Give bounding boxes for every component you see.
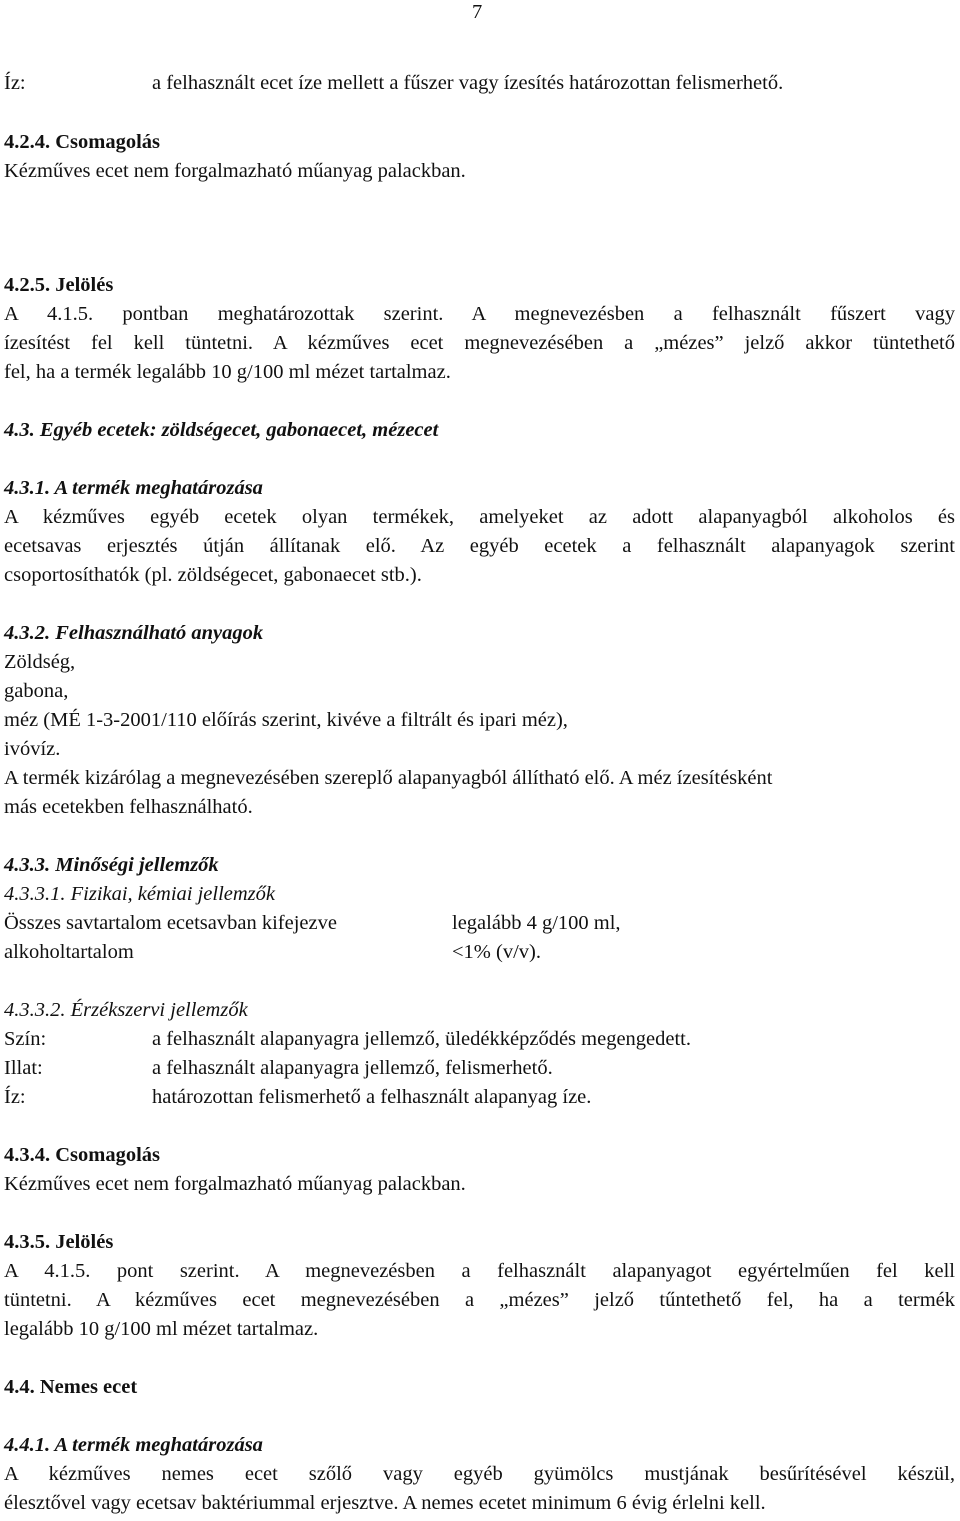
section-number: 4.3.5. (4, 1231, 51, 1253)
section-title: Egyéb ecetek: zöldségecet, gabonaecet, mézecet (39, 419, 439, 441)
section-number: 4.2.4. (4, 131, 51, 153)
section-number: 4.4.1. (4, 1434, 51, 1456)
ingredient-item: Zöldség, (4, 651, 76, 673)
ingredient-item: gabona, (4, 680, 69, 702)
sensory-row-label: Íz: (4, 1086, 26, 1108)
section-4-3-3-heading (4, 855, 219, 876)
physical-row-label: Összes savtartalom ecetsavban kifejezve (4, 912, 337, 934)
section-4-4-1-line1: A kézműves nemes ecet szőlő vagy egyéb gyümölcs mustjának besűrítésével készül, (4, 1463, 955, 1485)
section-title: Csomagolás (55, 1144, 161, 1166)
section-4-4-1-heading (4, 1435, 263, 1456)
section-4-3-5-heading (4, 1232, 113, 1253)
section-4-4-heading (4, 1377, 137, 1398)
section-4-3-2-note-line1: A termék kizárólag a megnevezésében szereplő alapanyagból állítható elő. A méz ízesítésként (4, 767, 773, 789)
section-title: Jelölés (55, 274, 114, 296)
ingredient-item: ivóvíz. (4, 738, 61, 760)
physical-row-label: alkoholtartalom (4, 941, 134, 963)
section-title: Csomagolás (55, 131, 161, 153)
section-4-2-4-text: Kézműves ecet nem forgalmazható műanyag palackban. (4, 160, 466, 182)
section-number: 4.3. (4, 419, 35, 441)
section-4-3-1-heading (4, 478, 263, 499)
subsection-4-3-3-1-title: 4.3.3.1. Fizikai, kémiai jellemzők (4, 883, 275, 905)
section-number: 4.3.4. (4, 1144, 51, 1166)
physical-row-value: <1% (v/v). (452, 941, 541, 963)
section-number: 4.4. (4, 1376, 35, 1398)
section-number: 4.3.1. (4, 477, 51, 499)
section-4-3-4-text: Kézműves ecet nem forgalmazható műanyag palackban. (4, 1173, 466, 1195)
section-title: Minőségi jellemzők (55, 854, 219, 876)
section-number: 4.3.3. (4, 854, 51, 876)
section-4-2-5-heading (4, 275, 113, 296)
section-4-3-1-line2: ecetsavas erjesztés útján állítanak elő. Az egyéb ecetek a felhasznált alapanyagok szerint (4, 535, 955, 557)
section-4-4-1-line2: élesztővel vagy ecetsav baktériummal erjesztve. A nemes ecetet minimum 6 évig érlelni kell. (4, 1492, 766, 1514)
section-4-2-5-line1: A 4.1.5. pontban meghatározottak szerint. A megnevezésben a felhasznált fűszert vagy (4, 303, 955, 325)
section-4-2-4-heading (4, 132, 160, 153)
section-title: Jelölés (55, 1231, 114, 1253)
section-4-3-1-line3: csoportosíthatók (pl. zöldségecet, gabonaecet stb.). (4, 564, 422, 586)
section-4-3-4-heading (4, 1145, 160, 1166)
ingredient-item: méz (MÉ 1-3-2001/110 előírás szerint, kivéve a filtrált és ipari méz), (4, 709, 568, 731)
section-number: 4.2.5. (4, 274, 51, 296)
sensory-row-value: a felhasznált alapanyagra jellemző, üledékképződés megengedett. (152, 1028, 692, 1050)
sensory-row-value: a felhasznált alapanyagra jellemző, felismerhető. (152, 1057, 553, 1079)
page-number: 7 (472, 1, 483, 23)
section-4-2-5-line2: ízesítést fel kell tüntetni. A kézműves ecet megnevezésében a „mézes” jelző akkor tüntethető (4, 332, 955, 354)
section-4-3-5-line2: tüntetni. A kézműves ecet megnevezésében a „mézes” jelző tűntethető fel, ha a termék (4, 1289, 955, 1311)
section-title: A termék meghatározása (54, 477, 263, 499)
section-4-3-5-line3: legalább 10 g/100 ml mézet tartalmaz. (4, 1318, 319, 1340)
section-4-2-5-line3: fel, ha a termék legalább 10 g/100 ml mézet tartalmaz. (4, 361, 451, 383)
section-4-3-2-heading (4, 623, 263, 644)
section-title: Felhasználható anyagok (55, 622, 264, 644)
section-title: Nemes ecet (39, 1376, 138, 1398)
section-title: A termék meghatározása (54, 1434, 263, 1456)
physical-row-value: legalább 4 g/100 ml, (452, 912, 621, 934)
sensory-row-label: Szín: (4, 1028, 47, 1050)
section-4-3-5-line1: A 4.1.5. pont szerint. A megnevezésben a felhasznált alapanyagot egyértelműen fel kell (4, 1260, 955, 1282)
iz-value: a felhasznált ecet íze mellett a fűszer vagy ízesítés határozottan felismerhető. (152, 72, 784, 94)
section-4-3-1-line1: A kézműves egyéb ecetek olyan termékek, amelyeket az adott alapanyagból alkoholos és (4, 506, 955, 528)
sensory-row-label: Illat: (4, 1057, 43, 1079)
subsection-4-3-3-2-title: 4.3.3.2. Érzékszervi jellemzők (4, 999, 248, 1021)
section-number: 4.3.2. (4, 622, 51, 644)
section-4-3-2-note-line2: más ecetekben felhasználható. (4, 796, 253, 818)
sensory-row-value: határozottan felismerhető a felhasznált alapanyag íze. (152, 1086, 592, 1108)
iz-label: Íz: (4, 72, 26, 94)
section-4-3-heading (4, 420, 438, 441)
